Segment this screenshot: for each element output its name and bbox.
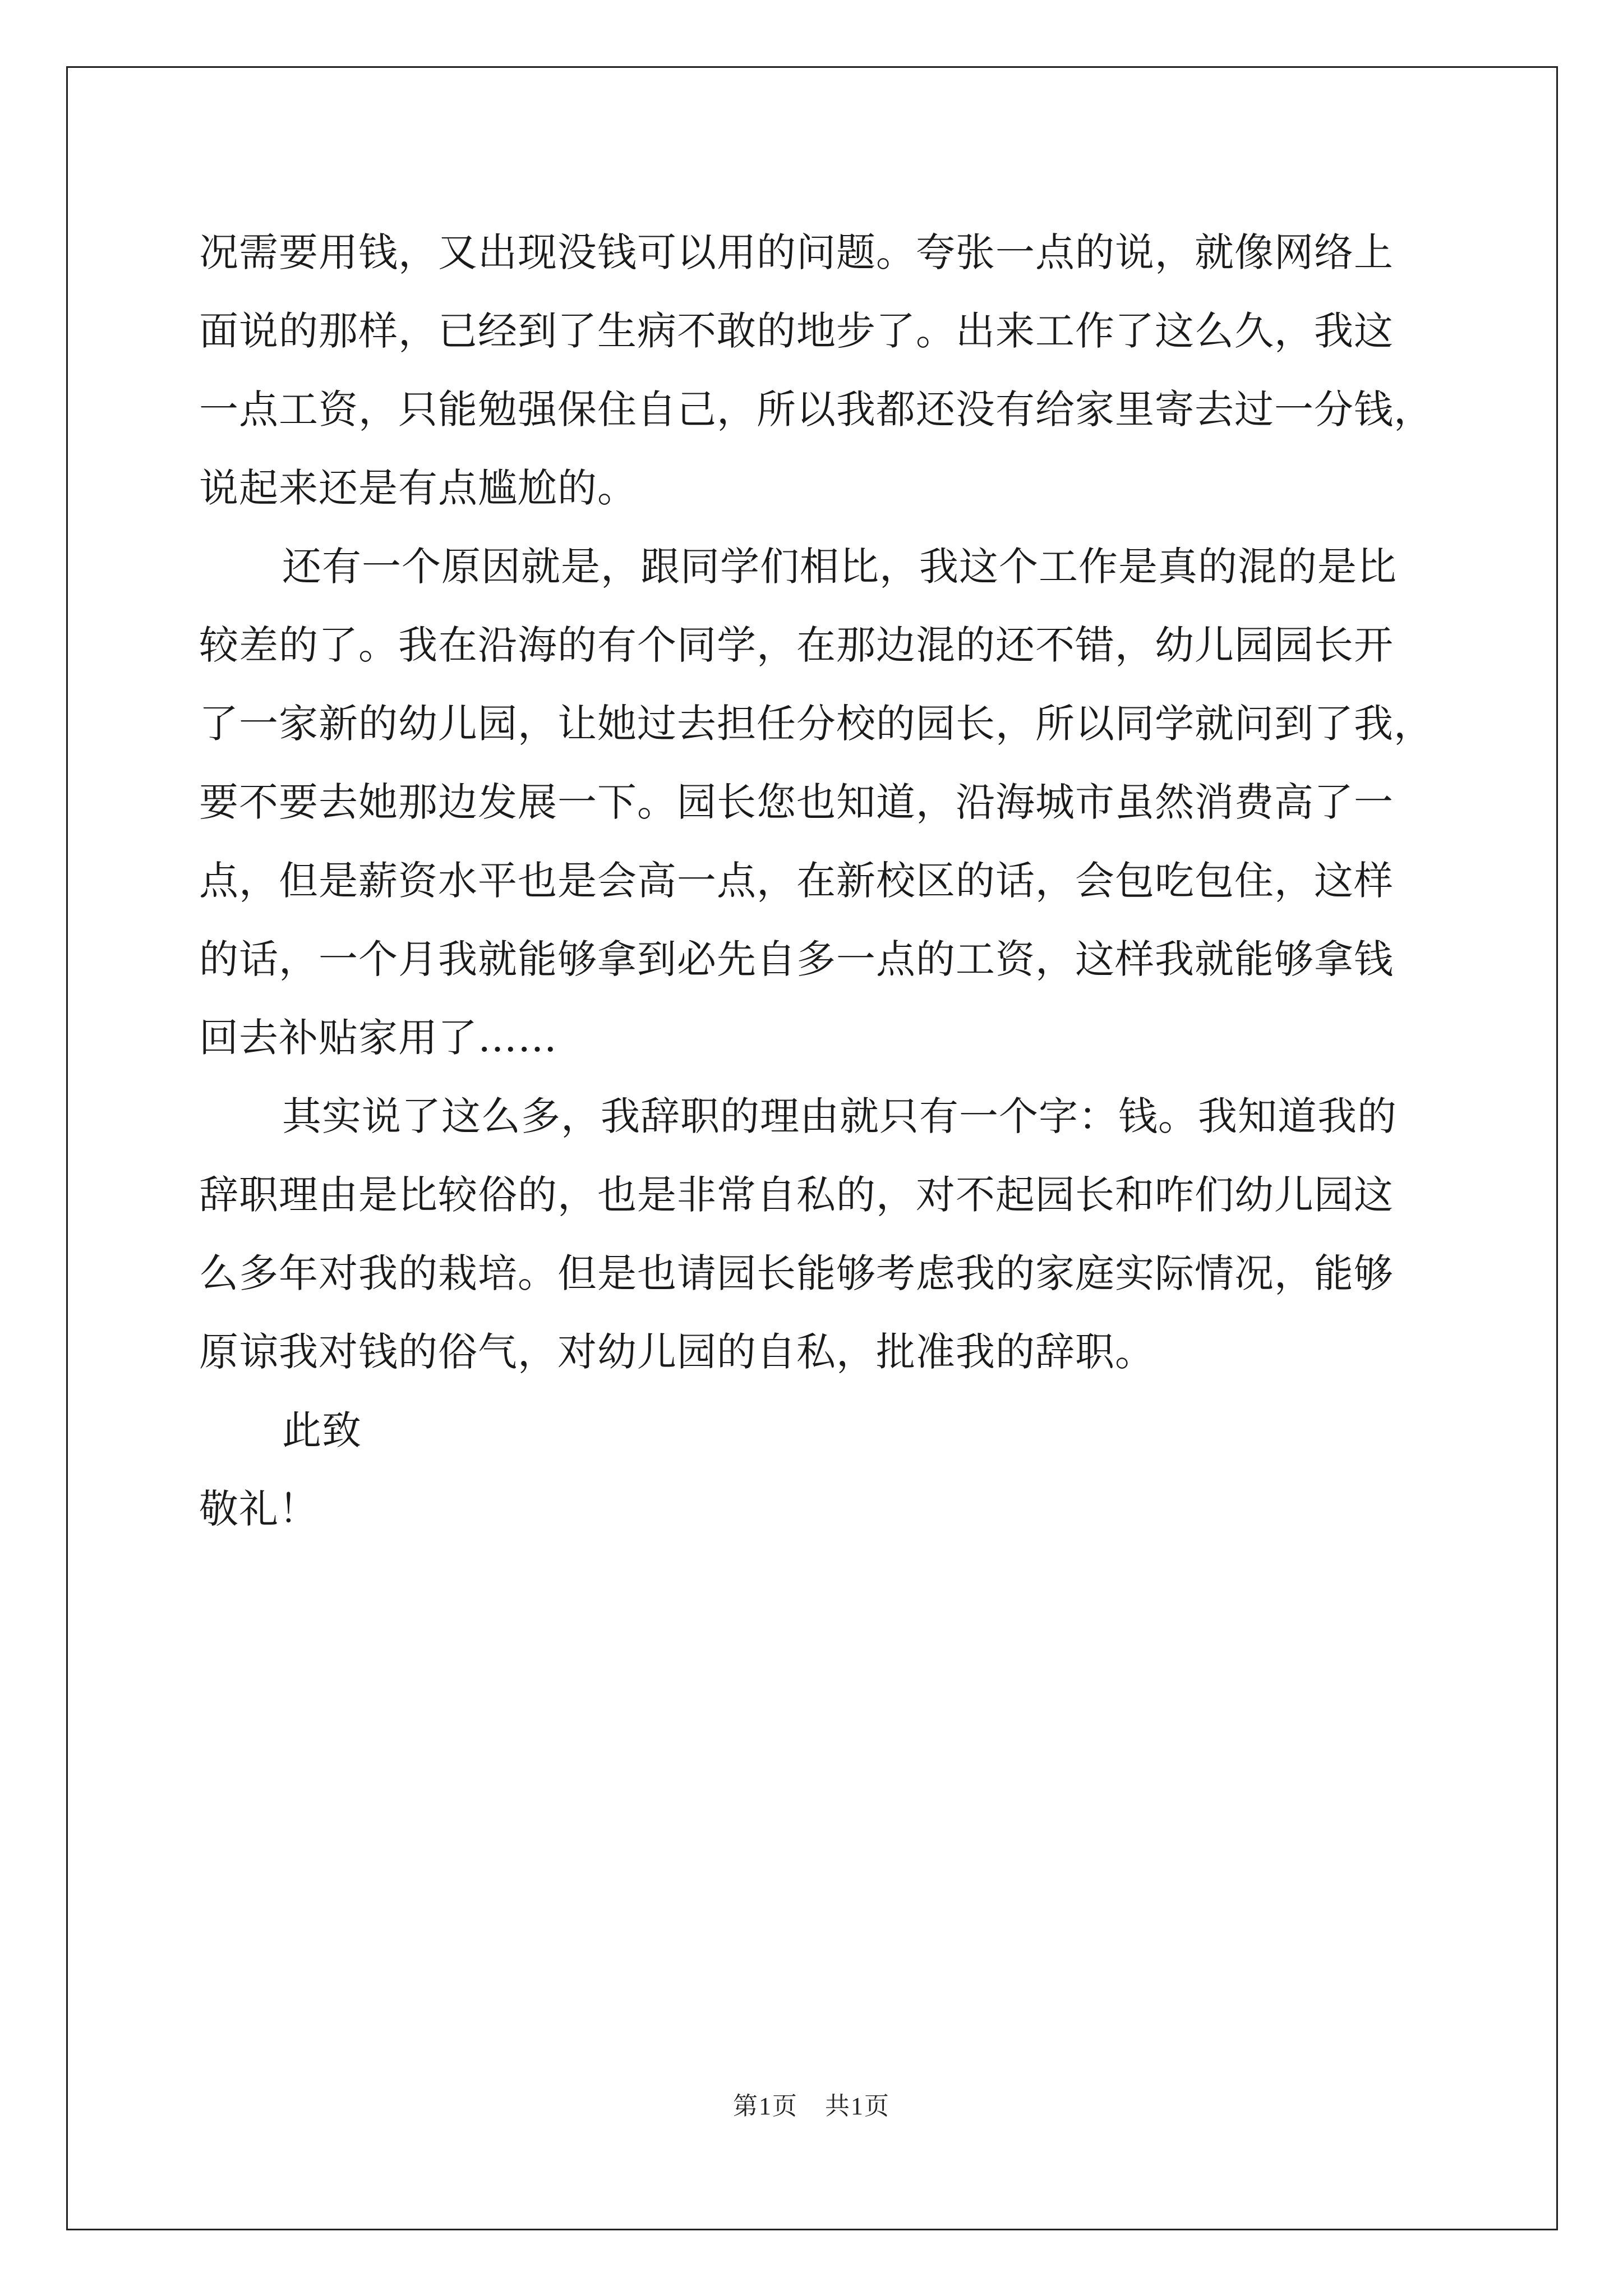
text-line: 要不要去她那边发展一下。园长您也知道，沿海城市虽然消费高了一 <box>199 779 1394 825</box>
text-line: 辞职理由是比较俗的，也是非常自私的，对不起园长和咋们幼儿园这 <box>199 1172 1394 1218</box>
text-line: 说起来还是有点尴尬的。 <box>199 465 637 511</box>
closing-salutation: 此致 <box>282 1407 362 1453</box>
text-line: 点，但是薪资水平也是会高一点，在新校区的话，会包吃包住，这样 <box>199 858 1394 904</box>
text-line: 原谅我对钱的俗气，对幼儿园的自私，批准我的辞职。 <box>199 1329 1155 1375</box>
page-number: 第1页 <box>733 2092 798 2120</box>
text-line: 较差的了。我在沿海的有个同学，在那边混的还不错，幼儿园园长开 <box>199 622 1394 668</box>
text-line: 的话，一个月我就能够拿到必先自多一点的工资，这样我就能够拿钱 <box>199 936 1394 982</box>
paragraph-start-line: 其实说了这么多，我辞职的理由就只有一个字：钱。我知道我的 <box>282 1093 1397 1139</box>
text-line: 面说的那样，已经到了生病不敢的地步了。出来工作了这么久，我这 <box>199 308 1394 354</box>
text-line: 况需要用钱，又出现没钱可以用的问题。夸张一点的说，就像网络上 <box>199 229 1394 275</box>
text-line: 了一家新的幼儿园，让她过去担任分校的园长，所以同学就问到了我， <box>199 701 1433 747</box>
page-total: 共1页 <box>825 2092 890 2120</box>
page-footer <box>0 2086 1623 2122</box>
paragraph-start-line: 还有一个原因就是，跟同学们相比，我这个工作是真的混的是比 <box>282 544 1397 590</box>
letter-body <box>199 213 1455 1548</box>
closing-regards: 敬礼！ <box>199 1486 319 1532</box>
text-line: 一点工资，只能勉强保住自己，所以我都还没有给家里寄去过一分钱， <box>199 386 1433 432</box>
text-line: 回去补贴家用了…… <box>199 1015 557 1061</box>
text-line: 么多年对我的栽培。但是也请园长能够考虑我的家庭实际情况，能够 <box>199 1250 1394 1296</box>
